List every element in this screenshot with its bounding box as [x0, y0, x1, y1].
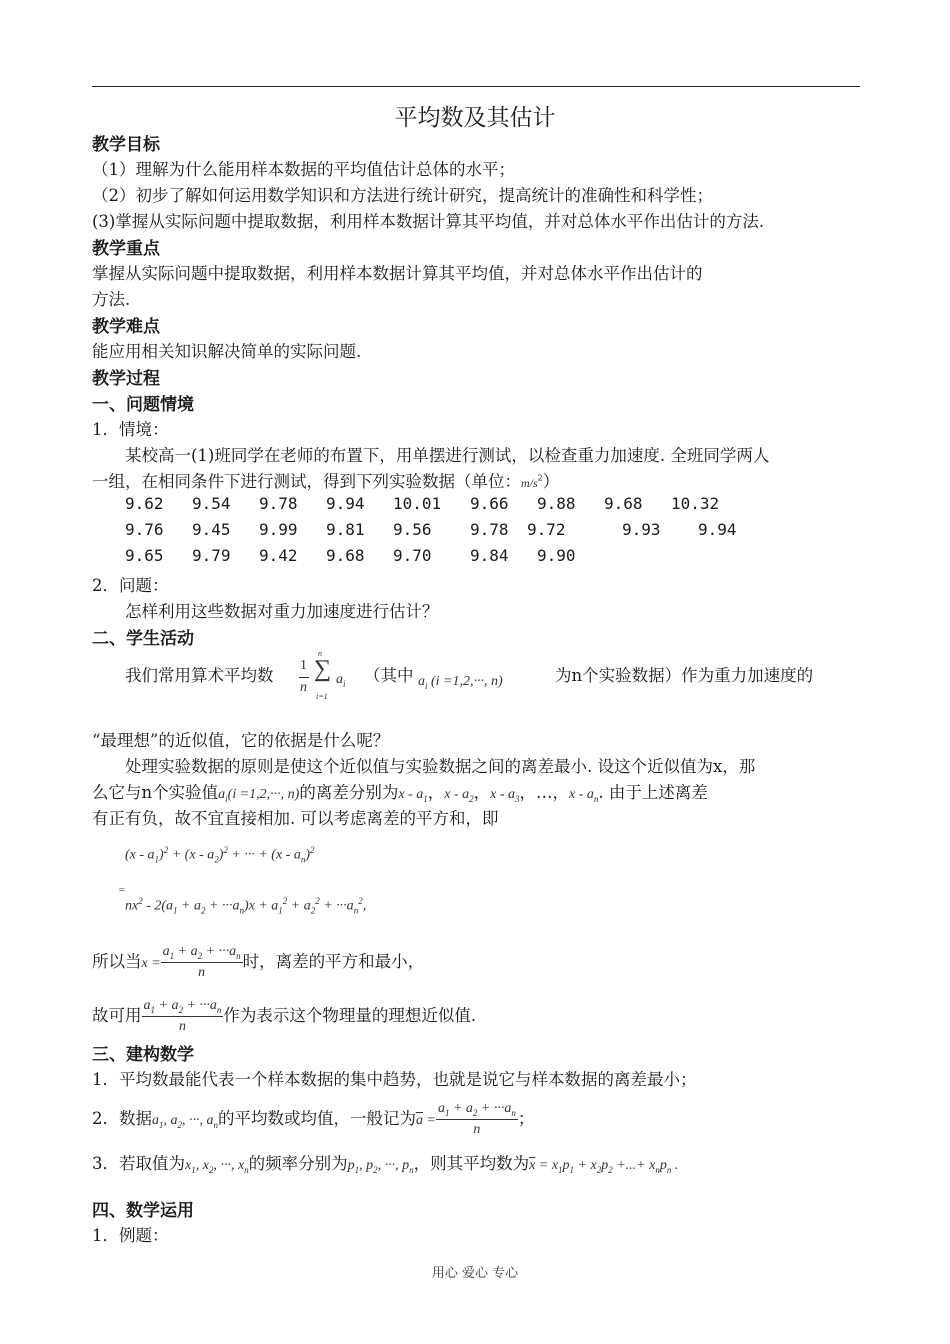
principle-line-1: 处理实验数据的原则是使这个近似值与实验数据之间的离差最小. 设这个近似值为x，那	[125, 757, 756, 776]
activity-text-c: 为n个实验数据）作为重力加速度的	[555, 666, 814, 685]
build-1: 1．平均数最能代表一个样本数据的集中趋势，也就是说它与样本数据的离差最小；	[92, 1070, 697, 1089]
principle-line-3: 有正有负，故不宜直接相加. 可以考虑离差的平方和，即	[92, 809, 499, 828]
key-line-1: 掌握从实际问题中提取数据，利用样本数据计算其平均值，并对总体水平作出估计的	[92, 264, 703, 283]
mean-fraction: $\frac{a_1 + a_2 + \cdot\cdot\cdot a_n}{n}$	[143, 998, 222, 1034]
mean-sum-formula: 1 n n ∑ i=1 $a_i$	[300, 649, 346, 701]
difficulty-text: 能应用相关知识解决简单的实际问题.	[92, 342, 362, 361]
data-cell: 9.94	[698, 520, 737, 539]
equals-sign: =	[118, 884, 126, 896]
data-cell: 10.01	[393, 494, 442, 513]
situation-label: 1．情境：	[92, 420, 169, 439]
so-when-line: 所以当x = $\frac{a_1 + a_2 + \cdot\cdot\cdot a_n}{n}$ 时，离差的平方和最小，	[92, 944, 425, 980]
data-cell: 9.45	[192, 520, 231, 539]
data-cell: 9.78	[259, 494, 298, 513]
data-cell: 9.68	[326, 546, 365, 565]
data-cell: 9.88	[537, 494, 576, 513]
data-cell: 9.68	[604, 494, 643, 513]
difficulty-heading: 教学难点	[92, 317, 160, 337]
data-cell: 9.42	[259, 546, 298, 565]
mean-fraction: $\frac{a_1 + a_2 + \cdot\cdot\cdot a_n}{n}$	[437, 1101, 516, 1137]
data-cell: 9.79	[192, 546, 231, 565]
activity-text-a: 我们常用算术平均数	[125, 666, 274, 685]
hence-line: 故可用 $\frac{a_1 + a_2 + \cdot\cdot\cdot a_n}{n}$ 作为表示这个物理量的理想近似值.	[92, 998, 477, 1034]
build-2: 2．数据$a_1$, $a_2$, ···, $a_n$的平均数或均值，一般记为$\overline{a}$ = $\frac{a_1 + a_2 + \cdot\cdot\cdot a_n}{n}$ ；	[92, 1101, 535, 1137]
goal-1: （1）理解为什么能用样本数据的平均值估计总体的水平；	[92, 160, 515, 179]
key-heading: 教学重点	[92, 239, 160, 259]
header-rule	[92, 86, 860, 87]
mean-fraction: $\frac{a_1 + a_2 + \cdot\cdot\cdot a_n}{n}$	[162, 944, 241, 980]
data-cell: 9.90	[537, 546, 576, 565]
situation-line-1: 某校高一(1)班同学在老师的布置下，用单摆进行测试，以检查重力加速度. 全班同学两人	[125, 446, 770, 465]
page-footer: 用心 爱心 专心	[431, 1266, 519, 1281]
data-cell: 9.54	[192, 494, 231, 513]
activity-text-b: （其中	[364, 666, 414, 685]
process-heading: 教学过程	[92, 369, 160, 389]
data-cell: 10.32	[671, 494, 720, 513]
page-title: 平均数及其估计	[394, 105, 556, 131]
data-cell: 9.84	[470, 546, 509, 565]
goals-heading: 教学目标	[92, 135, 160, 155]
example-label: 1．例题：	[92, 1226, 169, 1245]
question-label: 2．问题：	[92, 576, 169, 595]
goal-3: (3)掌握从实际问题中提取数据，利用样本数据计算其平均值，并对总体水平作出估计的方法.	[92, 212, 765, 231]
squares-sum-formula: $(x - a_1)^2 + (x - a_2)^2$ + ··· + $(x - a_n)^2$	[125, 845, 315, 865]
data-cell: 9.72	[527, 520, 566, 539]
activity-line-2: “最理想”的近似值，它的依据是什么呢？	[92, 731, 390, 750]
data-cell: 9.81	[326, 520, 365, 539]
data-cell: 9.76	[125, 520, 164, 539]
index-formula: $a_i$ (i =1,2,···, n)	[418, 674, 503, 691]
data-cell: 9.70	[393, 546, 432, 565]
key-line-2: 方法.	[92, 290, 131, 309]
unit-label: m/s	[521, 476, 538, 490]
data-cell: 9.99	[259, 520, 298, 539]
data-cell: 9.78	[470, 520, 509, 539]
part3-heading: 三、建构数学	[92, 1045, 194, 1065]
part1-heading: 一、问题情境	[92, 395, 194, 415]
expanded-formula: $nx^2 - 2(a_1 + a_2 + \cdot\cdot\cdot a_n)x + a_1^2 + a_2^2 + \cdot\cdot\cdot a_n^2$,	[125, 896, 367, 916]
data-cell: 9.65	[125, 546, 164, 565]
build-3: 3．若取值为$x_1$, $x_2$, ···, $x_n$的频率分别为$p_1$, $p_2$, ···, $p_n$，则其平均数为$\overline{x} = x_1p_1 + x_2p_2$ +...+ $x_np_n$ .	[92, 1154, 679, 1175]
question-text: 怎样利用这些数据对重力加速度进行估计？	[125, 602, 439, 621]
data-cell: 9.56	[393, 520, 432, 539]
principle-line-2: 么它与n个实验值$a_i(i =1,2,\cdot\cdot\cdot$, n)的离差分别为x - $a_1$，x - $a_2$，x - $a_3$，…，x - $a_n$. 由于上述离差	[92, 783, 708, 804]
data-cell: 9.66	[470, 494, 509, 513]
data-cell: 9.94	[326, 494, 365, 513]
part2-heading: 二、学生活动	[92, 629, 194, 649]
situation-line-2: 一组，在相同条件下进行测试，得到下列实验数据（单位：$m/s^2$）	[92, 472, 560, 491]
data-cell: 9.93	[622, 520, 661, 539]
part4-heading: 四、数学运用	[92, 1201, 194, 1221]
data-cell: 9.62	[125, 494, 164, 513]
goal-2: （2）初步了解如何运用数学知识和方法进行统计研究，提高统计的准确性和科学性；	[92, 186, 713, 205]
